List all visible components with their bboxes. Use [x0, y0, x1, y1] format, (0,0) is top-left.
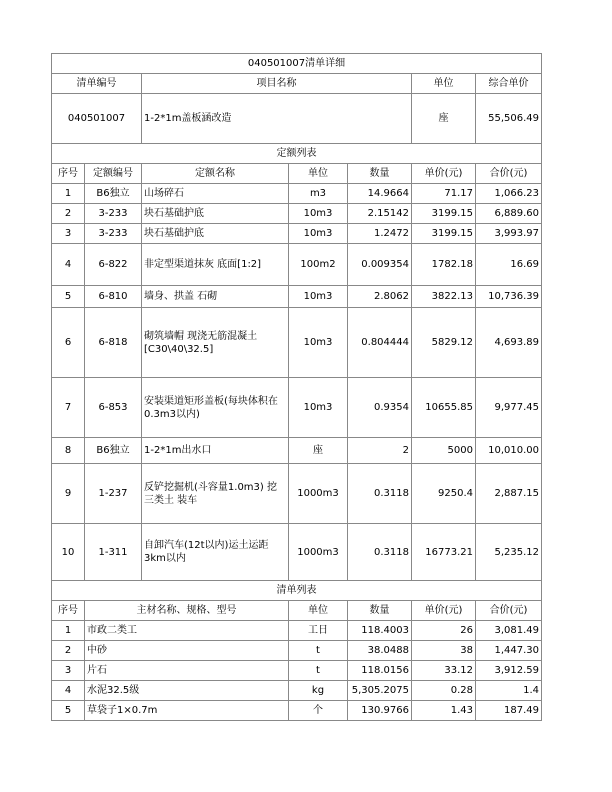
material-row [52, 661, 542, 681]
quota-unit: 1000m3 [289, 524, 348, 581]
material-price: 1.43 [412, 701, 476, 721]
material-name: 草袋子1×0.7m [85, 701, 289, 721]
quota-total: 6,889.60 [476, 204, 542, 224]
quota-header-row [52, 164, 542, 184]
quota-name: 山场碎石 [142, 184, 289, 204]
quota-col-unit: 单位 [289, 164, 348, 184]
material-header-row [52, 601, 542, 621]
quota-code: 1-237 [85, 464, 142, 524]
quota-unit: 10m3 [289, 204, 348, 224]
material-no: 2 [52, 641, 85, 661]
material-name: 中砂 [85, 641, 289, 661]
quota-total: 10,010.00 [476, 438, 542, 464]
quota-no: 5 [52, 286, 85, 308]
quota-total: 1,066.23 [476, 184, 542, 204]
quota-price: 10655.85 [412, 378, 476, 438]
material-col-total: 合价(元) [476, 601, 542, 621]
quota-no: 4 [52, 244, 85, 286]
item-code: 040501007 [52, 94, 142, 144]
material-col-name: 主材名称、规格、型号 [85, 601, 289, 621]
quota-price: 3199.15 [412, 204, 476, 224]
quota-unit: m3 [289, 184, 348, 204]
quota-total: 9,977.45 [476, 378, 542, 438]
quota-code: 6-853 [85, 378, 142, 438]
item-price: 55,506.49 [476, 94, 542, 144]
quota-code: 6-822 [85, 244, 142, 286]
quota-no: 7 [52, 378, 85, 438]
material-no: 5 [52, 701, 85, 721]
material-total: 3,912.59 [476, 661, 542, 681]
quota-price: 5829.12 [412, 308, 476, 378]
quota-unit: 10m3 [289, 378, 348, 438]
material-total: 3,081.49 [476, 621, 542, 641]
quota-qty: 0.3118 [348, 464, 412, 524]
quota-name: 安装渠道矩形盖板(每块体积在0.3m3以内) [142, 378, 289, 438]
material-qty: 38.0488 [348, 641, 412, 661]
quota-price: 1782.18 [412, 244, 476, 286]
quota-qty: 2 [348, 438, 412, 464]
material-name: 市政二类工 [85, 621, 289, 641]
quota-col-price: 单价(元) [412, 164, 476, 184]
material-unit: kg [289, 681, 348, 701]
quota-row [52, 464, 542, 524]
material-col-no: 序号 [52, 601, 85, 621]
material-col-price: 单价(元) [412, 601, 476, 621]
quota-row [52, 438, 542, 464]
quota-qty: 0.804444 [348, 308, 412, 378]
quota-price: 3822.13 [412, 286, 476, 308]
item-unit: 座 [412, 94, 476, 144]
material-unit: t [289, 661, 348, 681]
quota-no: 9 [52, 464, 85, 524]
quota-col-code: 定额编号 [85, 164, 142, 184]
quota-row [52, 308, 542, 378]
quota-total: 3,993.97 [476, 224, 542, 244]
quota-total: 4,693.89 [476, 308, 542, 378]
material-total: 1,447.30 [476, 641, 542, 661]
quota-qty: 2.15142 [348, 204, 412, 224]
quota-col-total: 合价(元) [476, 164, 542, 184]
material-total: 187.49 [476, 701, 542, 721]
material-unit: 工日 [289, 621, 348, 641]
quota-no: 3 [52, 224, 85, 244]
material-name: 片石 [85, 661, 289, 681]
quota-no: 2 [52, 204, 85, 224]
material-price: 38 [412, 641, 476, 661]
quota-row [52, 224, 542, 244]
quota-qty: 14.9664 [348, 184, 412, 204]
table-title: 040501007清单详细 [52, 54, 542, 74]
quota-price: 3199.15 [412, 224, 476, 244]
quota-price: 71.17 [412, 184, 476, 204]
quota-price: 9250.4 [412, 464, 476, 524]
quota-total: 10,736.39 [476, 286, 542, 308]
material-qty: 130.9766 [348, 701, 412, 721]
material-qty: 118.0156 [348, 661, 412, 681]
quota-no: 10 [52, 524, 85, 581]
material-col-qty: 数量 [348, 601, 412, 621]
material-row [52, 621, 542, 641]
material-no: 4 [52, 681, 85, 701]
material-qty: 118.4003 [348, 621, 412, 641]
code-header: 清单编号 [52, 74, 142, 94]
quota-row [52, 204, 542, 224]
quota-price: 5000 [412, 438, 476, 464]
quota-code: 3-233 [85, 224, 142, 244]
material-row [52, 681, 542, 701]
quota-row [52, 524, 542, 581]
quota-code: 1-311 [85, 524, 142, 581]
quota-no: 8 [52, 438, 85, 464]
quota-row [52, 244, 542, 286]
material-price: 0.28 [412, 681, 476, 701]
quota-row [52, 378, 542, 438]
unit-header: 单位 [412, 74, 476, 94]
quota-row [52, 184, 542, 204]
quota-qty: 2.8062 [348, 286, 412, 308]
quota-qty: 0.009354 [348, 244, 412, 286]
material-col-unit: 单位 [289, 601, 348, 621]
material-price: 26 [412, 621, 476, 641]
quota-qty: 1.2472 [348, 224, 412, 244]
quota-col-name: 定额名称 [142, 164, 289, 184]
quota-unit: 1000m3 [289, 464, 348, 524]
quota-price: 16773.21 [412, 524, 476, 581]
quota-qty: 0.3118 [348, 524, 412, 581]
name-header: 项目名称 [142, 74, 412, 94]
material-unit: 个 [289, 701, 348, 721]
quota-total: 2,887.15 [476, 464, 542, 524]
material-unit: t [289, 641, 348, 661]
quota-name: 非定型渠道抹灰 底面[1:2] [142, 244, 289, 286]
quota-section-title: 定额列表 [52, 144, 542, 164]
quota-no: 6 [52, 308, 85, 378]
quota-code: B6独立 [85, 184, 142, 204]
material-section-title: 清单列表 [52, 581, 542, 601]
item-name: 1-2*1m盖板涵改造 [142, 94, 412, 144]
quota-qty: 0.9354 [348, 378, 412, 438]
material-name: 水泥32.5级 [85, 681, 289, 701]
bill-detail-table [51, 53, 542, 721]
price-header: 综合单价 [476, 74, 542, 94]
material-row [52, 641, 542, 661]
quota-name: 1-2*1m出水口 [142, 438, 289, 464]
quota-name: 反铲挖掘机(斗容量1.0m3) 挖三类土 装车 [142, 464, 289, 524]
quota-name: 自卸汽车(12t以内)运土运距3km以内 [142, 524, 289, 581]
quota-code: 6-818 [85, 308, 142, 378]
material-qty: 5,305.2075 [348, 681, 412, 701]
material-row [52, 701, 542, 721]
quota-no: 1 [52, 184, 85, 204]
quota-col-no: 序号 [52, 164, 85, 184]
quota-unit: 座 [289, 438, 348, 464]
material-no: 3 [52, 661, 85, 681]
material-no: 1 [52, 621, 85, 641]
quota-col-qty: 数量 [348, 164, 412, 184]
material-total: 1.4 [476, 681, 542, 701]
quota-total: 16.69 [476, 244, 542, 286]
quota-name: 块石基础护底 [142, 204, 289, 224]
quota-name: 墙身、拱盖 石砌 [142, 286, 289, 308]
quota-total: 5,235.12 [476, 524, 542, 581]
quota-row [52, 286, 542, 308]
material-price: 33.12 [412, 661, 476, 681]
quota-unit: 10m3 [289, 224, 348, 244]
quota-name: 砌筑墙帽 现浇无筋混凝土[C30\40\32.5] [142, 308, 289, 378]
quota-unit: 100m2 [289, 244, 348, 286]
quota-code: B6独立 [85, 438, 142, 464]
quota-code: 3-233 [85, 204, 142, 224]
quota-unit: 10m3 [289, 286, 348, 308]
quota-unit: 10m3 [289, 308, 348, 378]
quota-name: 块石基础护底 [142, 224, 289, 244]
quota-code: 6-810 [85, 286, 142, 308]
